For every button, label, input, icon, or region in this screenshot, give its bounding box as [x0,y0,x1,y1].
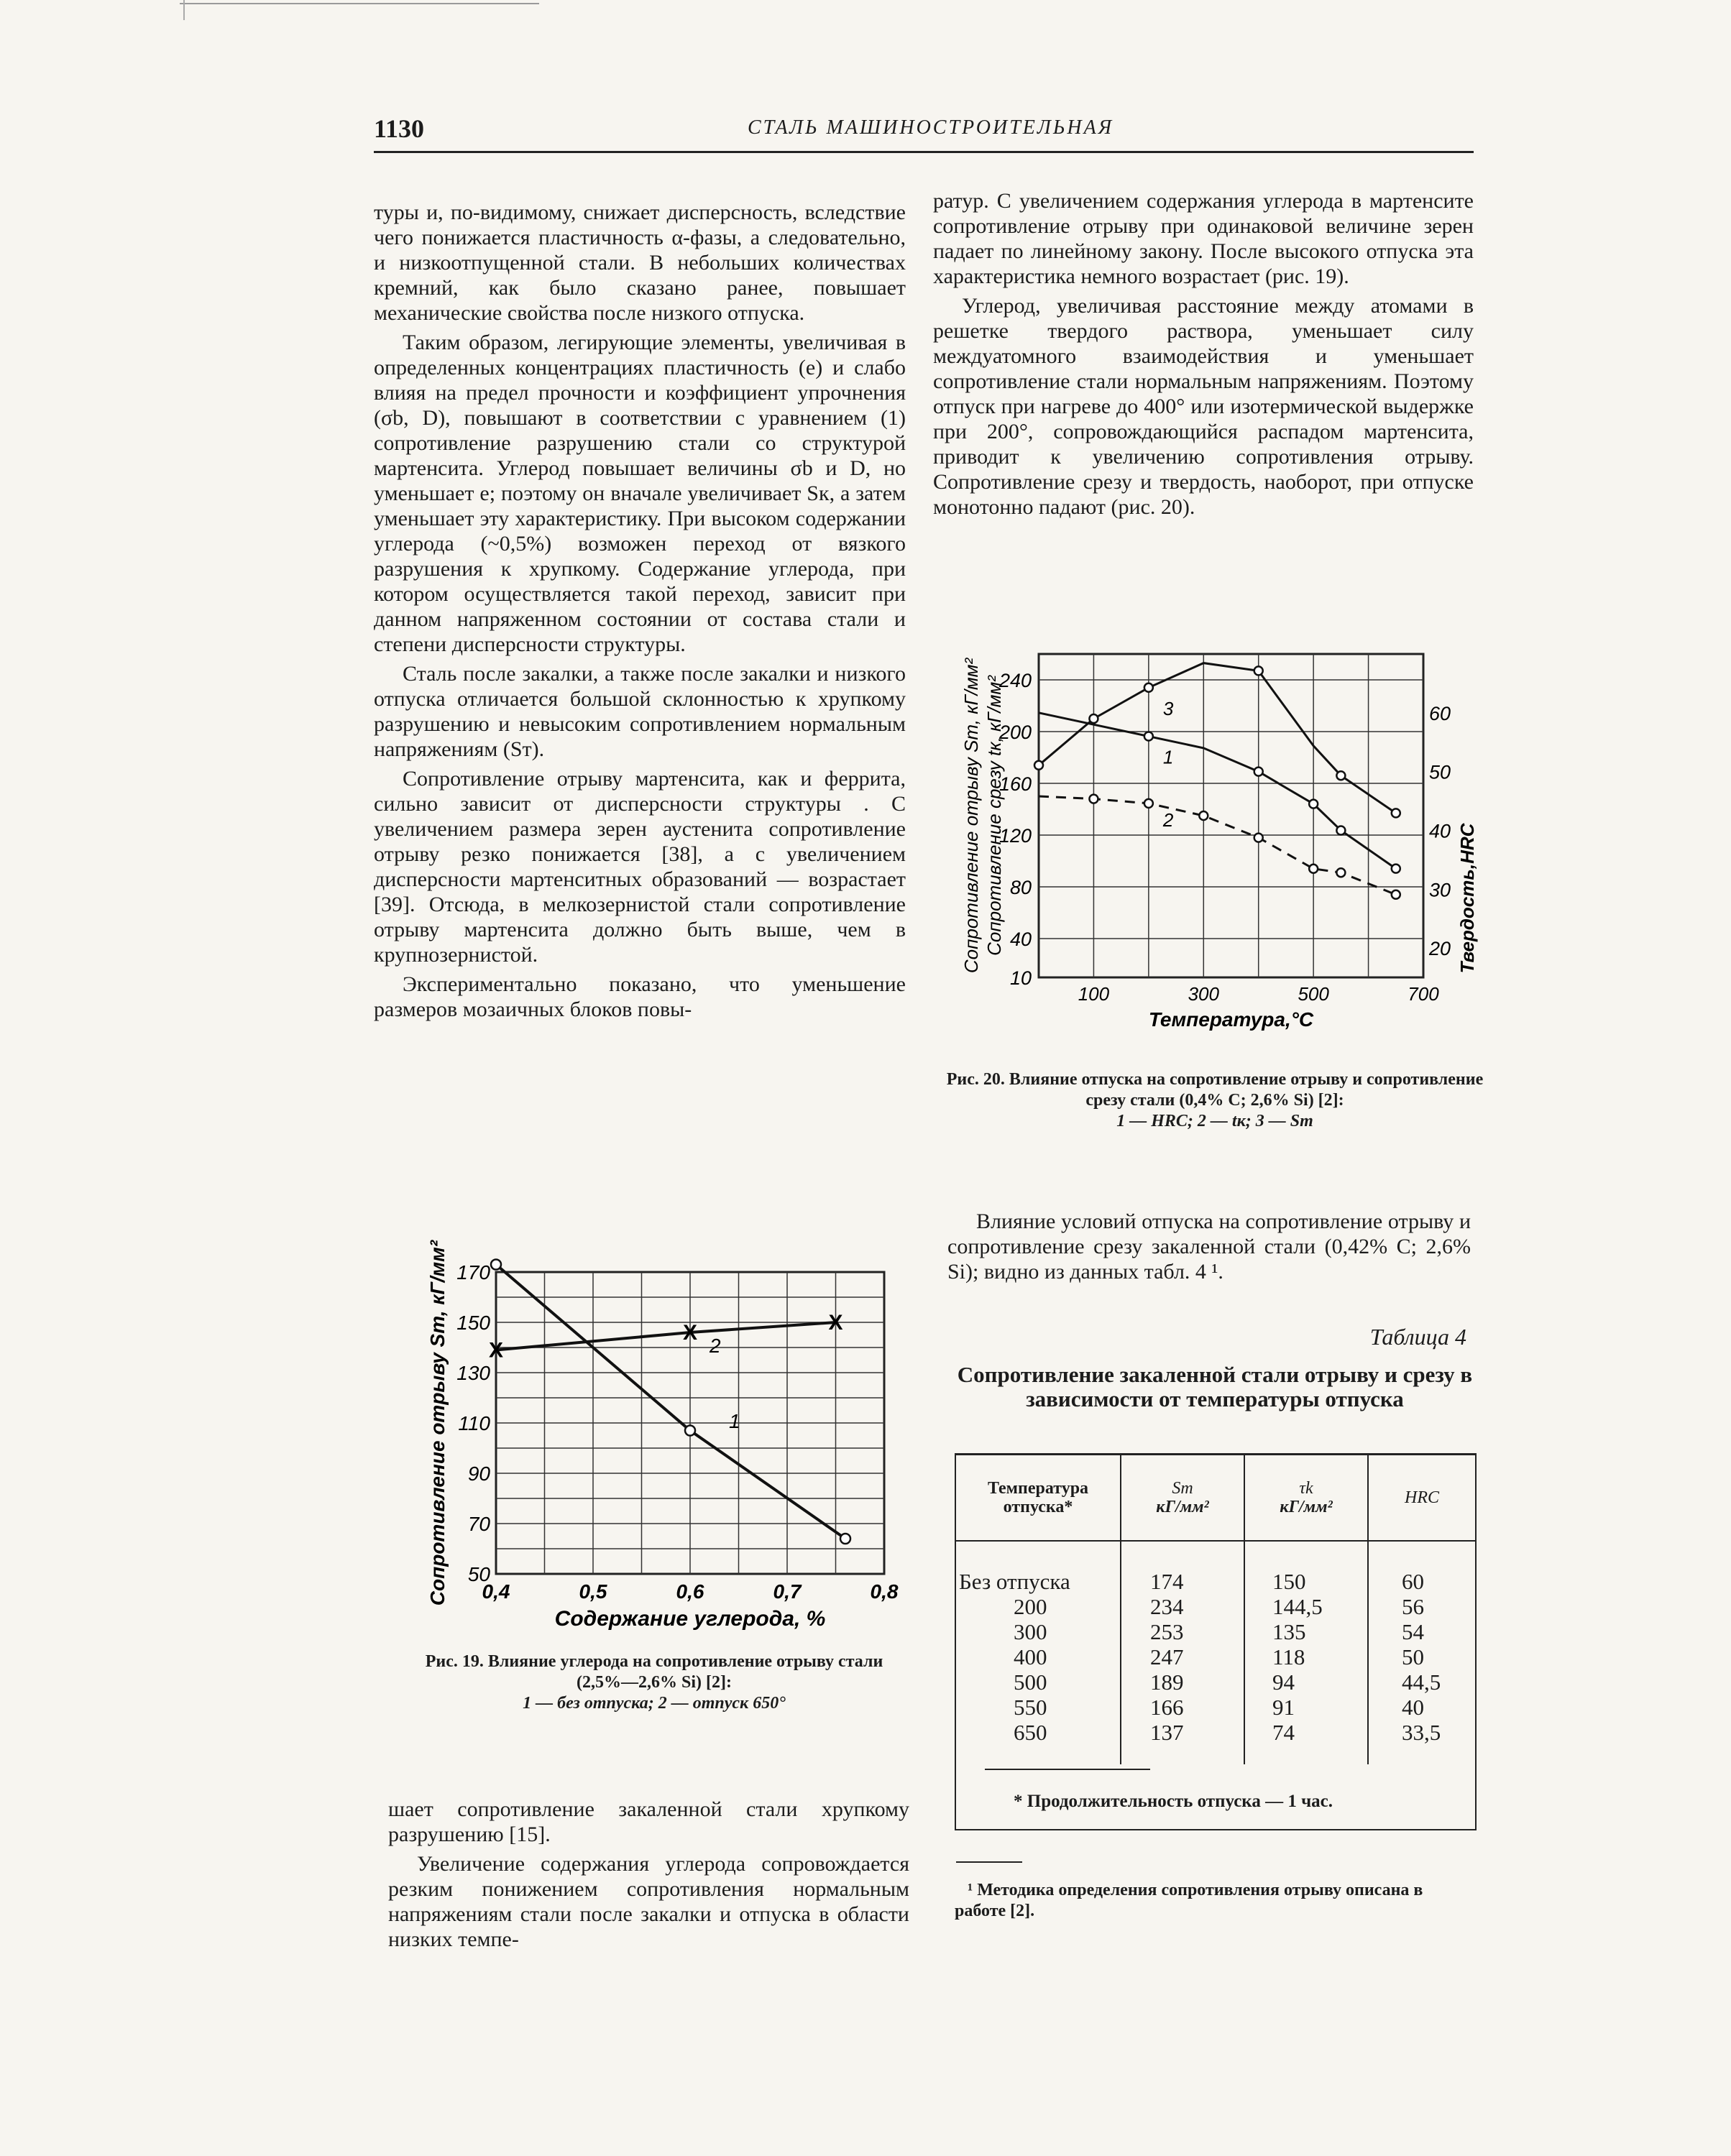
table-cell: 234 [1150,1594,1184,1619]
table-row [956,1669,1475,1695]
series-line [1039,663,1396,814]
data-point [1336,826,1345,834]
paragraph: Сопротивление отрыву мартенсита, как и феррита, сильно зависит от дисперсности структуры . С увеличением размера зерен аустенита сопротивление отрыву резко понижается [38], а с увеличением дисперсности мартенситных образований — возрастает [39]. Отсюда, в мелкозернистой стали сопротивление отрыву мартенсита должно быть выше, чем в крупнозернистой. [374,767,906,967]
header-st-unit: кГ/мм² [1156,1498,1209,1516]
header-st [1121,1455,1244,1540]
right-column-continued [947,1209,1471,1289]
y-right-tick-label: 40 [1429,820,1451,842]
series-label: 2 [710,1335,721,1357]
table-cell: 166 [1150,1695,1184,1720]
y-tick-label: 170 [456,1261,490,1284]
table-cell: 300 [1014,1619,1047,1644]
header-tk-unit: кГ/мм² [1280,1498,1333,1516]
data-point: X [828,1311,843,1335]
data-point [1336,868,1345,877]
table-row [956,1695,1475,1720]
x-tick-label: 700 [1408,983,1439,1005]
page-header [374,114,1474,149]
x-axis-label: Содержание углерода, % [554,1607,826,1631]
table-cell: 400 [1014,1644,1047,1669]
y-tick-label: 90 [467,1462,490,1485]
table-4 [955,1453,1477,1830]
data-point [1254,666,1263,675]
data-point [1089,795,1098,803]
table-cell: 50 [1402,1644,1424,1669]
table-row [956,1619,1475,1644]
table-cell: 247 [1150,1644,1184,1669]
table-row [956,1594,1475,1619]
paragraph: шает сопротивление закаленной стали хрупкому разрушению [15]. [388,1797,909,1846]
y-tick-label: 120 [998,825,1032,847]
y-tick-label: 10 [1009,967,1032,989]
scan-edge-mark [183,0,185,20]
table-cell: 144,5 [1272,1594,1323,1619]
caption-text: Рис. 20. Влияние отпуска на сопротивление отрыву и сопротивление срезу стали (0,4% C; 2,6% Si) [2]: [946,1070,1484,1110]
y-axis-label: Сопротивление срезу tк, кГ/мм² [983,676,1005,956]
series-label: 2 [1162,808,1174,831]
y-right-axis-label: Твердость,HRC [1456,823,1478,974]
scan-edge-line [180,3,539,4]
table-cell: 40 [1402,1695,1424,1720]
table-row [956,1644,1475,1669]
figure-20-caption [942,1069,1488,1132]
series-label: 3 [1162,697,1174,719]
data-point [840,1534,850,1544]
y-tick-label: 130 [456,1362,490,1384]
y-right-tick-label: 50 [1429,761,1451,783]
header-hrc: HRC [1405,1488,1439,1507]
table-cell: 189 [1150,1669,1184,1695]
header-rule [374,151,1474,153]
paragraph: Углерод, увеличивая расстояние между атомами в решетке твердого раствора, уменьшает силу междуатомного взаимодействия и уменьшает сопротивление стали нормальным напряжениям. Поэтому отпуск при нагреве до 400° или изотермической выдержке при 200°, сопровождающийся распадом мартенсита, приводит к увеличению сопротивления отрыву. Сопротивление срезу и твердость, наоборот, при отпуске монотонно падают (рис. 20). [933,294,1474,519]
paragraph: Таким образом, легирующие элементы, увеличивая в определенных концентрациях пластичность (e) и слабо влияя на предел прочности и коэффициент упрочнения (σb, D), повышают в соответствии с уравнением (1) сопротивление разрушению стали со структурой мартенсита. Углерод повышает величины σb и D, но уменьшает e; поэтому он вначале увеличивает Sк, а затем уменьшает эту характеристику. При высоком содержании углерода (~0,5%) возможен переход от вязкого разрушения к хрупкому. Содержание углерода, при котором осуществляется такой переход, зависит при данном напряженном состоянии от состава стали и степени дисперсности структуры. [374,331,906,656]
x-tick-label: 0,6 [676,1580,704,1603]
figure-20-chart [935,640,1481,1064]
series-line [496,1265,845,1539]
y-right-tick-label: 30 [1429,879,1451,901]
y-tick-label: 110 [458,1412,490,1434]
data-point [1144,683,1153,692]
y-right-tick-label: 60 [1429,702,1451,724]
left-column [374,200,906,1026]
table-cell: 44,5 [1402,1669,1441,1695]
caption-legend: 1 — без отпуска; 2 — отпуск 650° [523,1694,786,1713]
y-axis-label: Сопротивление отрыву Sт, кГ/мм² [426,1240,449,1606]
table-row [956,1720,1475,1745]
x-tick-label: 500 [1298,983,1329,1005]
paragraph: ратур. С увеличением содержания углерода в мартенсите сопротивление отрыву при одинаковой величине зерен падает по линейному закону. После высокого отпуска эта характеристика немного возрастает (рис. 19). [933,189,1474,288]
paragraph: Увеличение содержания углерода сопровождается резким понижением сопротивления нормальным напряжениям стали после закалки и отпуска в области низких темпе- [388,1852,909,1951]
footnote-rule [956,1861,1022,1863]
header-temperature: Температура отпуска* [987,1479,1089,1516]
table-header-row [956,1455,1475,1542]
table-cell: 33,5 [1402,1720,1441,1745]
table-cell: 74 [1272,1720,1295,1745]
data-point [1144,732,1153,741]
data-point [1309,865,1318,873]
figure-19-caption [417,1651,891,1714]
data-point [1392,890,1400,899]
series-line [1039,713,1396,869]
data-point [1254,834,1263,842]
table-footnote-rule [985,1769,1150,1770]
data-point [1199,811,1208,820]
table-cell: 150 [1272,1569,1306,1594]
x-tick-label: 0,8 [870,1580,899,1603]
paragraph: Влияние условий отпуска на сопротивление отрыву и сопротивление срезу закаленной стали (0,42% C; 2,6% Si); видно из данных табл. 4 ¹. [947,1210,1471,1284]
table-label: Таблица 4 [1369,1324,1466,1350]
y-tick-label: 40 [1009,929,1032,950]
paragraph: Сталь после закалки, а также после закалки и низкого отпуска отличается большой склонностью к хрупкому разрушению и невысоким сопротивлением нормальным напряжениям (Sт). [374,662,906,761]
data-point [1034,761,1043,770]
y-tick-label: 160 [998,773,1032,795]
header-st-symbol: Sт [1172,1479,1193,1498]
table-cell: 94 [1272,1669,1295,1695]
running-title: СТАЛЬ МАШИНОСТРОИТЕЛЬНАЯ [748,116,1114,139]
y-tick-label: 70 [467,1513,490,1535]
y-tick-label: 80 [1009,877,1032,898]
y-axis-label: Сопротивление отрыву Sт, кГ/мм² [960,658,982,974]
series-line [1039,796,1396,895]
caption-legend: 1 — HRC; 2 — tк; 3 — Sт [1116,1112,1313,1130]
table-cell: 500 [1014,1669,1047,1695]
paragraph: туры и, по-видимому, снижает дисперсность, вследствие чего понижается пластичность α-фазы, а следовательно, и низкоотпущенной стали. В небольших количествах кремний, как было сказано ранее, повышает механические свойства после низкого отпуска. [374,201,906,325]
table-footnote: * Продолжительность отпуска — 1 час. [1014,1792,1333,1811]
table-cell: 253 [1150,1619,1184,1644]
table-cell: 200 [1014,1594,1047,1619]
table-cell: 60 [1402,1569,1424,1594]
right-column [933,188,1474,524]
x-axis-label: Температура,°C [1148,1008,1314,1031]
data-point [1254,768,1263,776]
y-right-tick-label: 20 [1429,938,1451,960]
table-cell: 174 [1150,1569,1184,1594]
table-cell: 91 [1272,1695,1295,1720]
table-cell: 56 [1402,1594,1424,1619]
data-point [1144,799,1153,808]
y-tick-label: 240 [998,670,1032,691]
paragraph: Экспериментально показано, что уменьшение размеров мозаичных блоков повы- [374,972,906,1021]
data-point: X [682,1321,698,1345]
header-tk-symbol: τk [1299,1479,1313,1498]
table-title: Сопротивление закаленной стали отрыву и срезу в зависимости от температуры отпуска [957,1362,1473,1411]
y-tick-label: 200 [998,722,1032,743]
table-cell: 650 [1014,1720,1047,1745]
table-cell: 550 [1014,1695,1047,1720]
figure-19-chart [403,1215,906,1646]
data-point [1309,800,1318,808]
page-footnote: ¹ Методика определения сопротивления отрыву описана в работе [2]. [955,1881,1423,1920]
data-point: X [488,1338,504,1363]
series-label: 1 [1162,746,1174,768]
left-column-continued [388,1797,909,1956]
x-tick-label: 0,7 [773,1580,802,1603]
table-cell: 135 [1272,1619,1306,1644]
data-point [491,1260,501,1270]
table-cell: 118 [1272,1644,1305,1669]
y-tick-label: 50 [467,1563,490,1585]
page-number: 1130 [374,114,425,143]
x-tick-label: 100 [1078,983,1110,1005]
header-tk [1245,1455,1367,1540]
table-cell: 54 [1402,1619,1424,1644]
table-cell: 137 [1150,1720,1184,1745]
series-label: 1 [729,1410,740,1432]
data-point [1392,808,1400,817]
x-tick-label: 0,4 [482,1580,510,1603]
data-point [685,1426,695,1436]
table-cell: Без отпуска [959,1569,1070,1594]
data-point [1089,714,1098,723]
series-line [496,1322,836,1350]
x-tick-label: 0,5 [579,1580,607,1603]
caption-text: Рис. 19. Влияние углерода на сопротивление отрыву стали (2,5%—2,6% Si) [2]: [425,1652,883,1692]
y-tick-label: 150 [456,1312,490,1334]
data-point [1392,865,1400,873]
x-tick-label: 300 [1188,983,1219,1005]
plot-frame [1039,654,1423,977]
table-row [956,1569,1475,1594]
data-point [1336,771,1345,780]
